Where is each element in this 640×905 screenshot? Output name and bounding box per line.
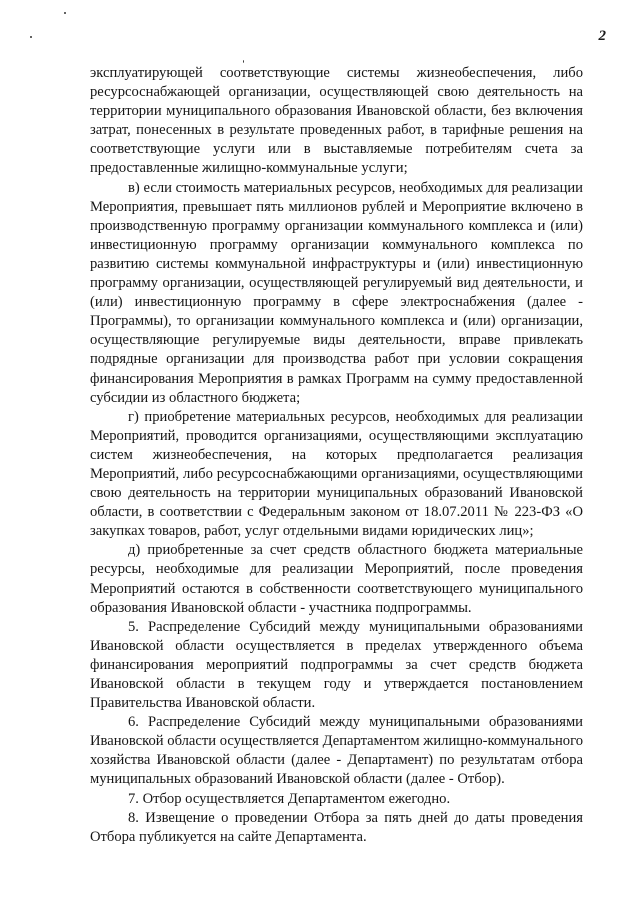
paragraph-item-v: в) если стоимость материальных ресурсов, необходимых для реализации Мероприятия, превышает пять миллионов рублей и Мероприятие включено в производственную программу организации коммунального комплекса и (или) инвестиционную программу организации коммунального комплекса по развитию системы коммунальной инфраструктуры и (или) инвестиционную программу организации, осуществляющей регулируемый вид деятельности, и (или) инвестиционную программу в сфере электроснабжения (далее - Программы), то организации коммунального комплекса и (или) организации, осуществляющие регулируемые виды деятельности, вправе привлекать подрядные организации для производства работ при условии сокращения финансирования Мероприятия в рамках Программ на сумму предоставленной субсидии из областного бюджета; (90, 179, 583, 406)
scan-speck (64, 12, 66, 14)
paragraph-clause-8: 8. Извещение о проведении Отбора за пять дней до даты проведения Отбора публикуется на сайте Департамента. (90, 809, 583, 845)
paragraph-clause-5: 5. Распределение Субсидий между муниципальными образованиями Ивановской области осуществляется в пределах утвержденного объема финансирования мероприятий подпрограммы за счет средств бюджета Ивановской области в текущем году и утверждается постановлением Правительства Ивановской области. (90, 618, 583, 712)
paragraph-clause-7: 7. Отбор осуществляется Департаментом ежегодно. (128, 790, 451, 807)
paragraph-clause-6: 6. Распределение Субсидий между муниципальными образованиями Ивановской области осуществляется Департаментом жилищно-коммунального хозяйства Ивановской области (далее - Департамент) по результатам отбора муниципальных образований Ивановской области (далее - Отбор). (90, 714, 583, 788)
paragraph-continuation: эксплуатирующей соответствующие системы жизнеобеспечения, либо ресурсоснабжающей организации, осуществляющей свою деятельность на территории муниципального образования Ивановской области, без включения затрат, понесенных в результате проведенных работ, в тарифные решения на соответствующие услуги или в выставляемые потребителям счета за предоставленные жилищно-коммунальные услуги; (90, 65, 583, 177)
scan-speck (243, 60, 244, 63)
document-body (90, 64, 583, 847)
scan-speck (30, 36, 32, 38)
paragraph-item-g: г) приобретение материальных ресурсов, необходимых для реализации Мероприятий, проводится организациями, осуществляющими эксплуатацию систем жизнеобеспечения, на которых предполагается реализация Мероприятий, либо ресурсоснабжающими организациями, осуществляющими свою деятельность на территории муниципальных образований Ивановской области, в соответствии с Федеральным законом от 18.07.2011 № 223-ФЗ «О закупках товаров, работ, услуг отдельными видами юридических лиц»; (90, 408, 583, 540)
paragraph-item-d: д) приобретенные за счет средств областного бюджета материальные ресурсы, необходимые для реализации Мероприятий, после проведения Мероприятий остаются в собственности соответствующего муниципального образования Ивановской области - участника подпрограммы. (90, 542, 583, 616)
page-number: 2 (598, 28, 606, 44)
